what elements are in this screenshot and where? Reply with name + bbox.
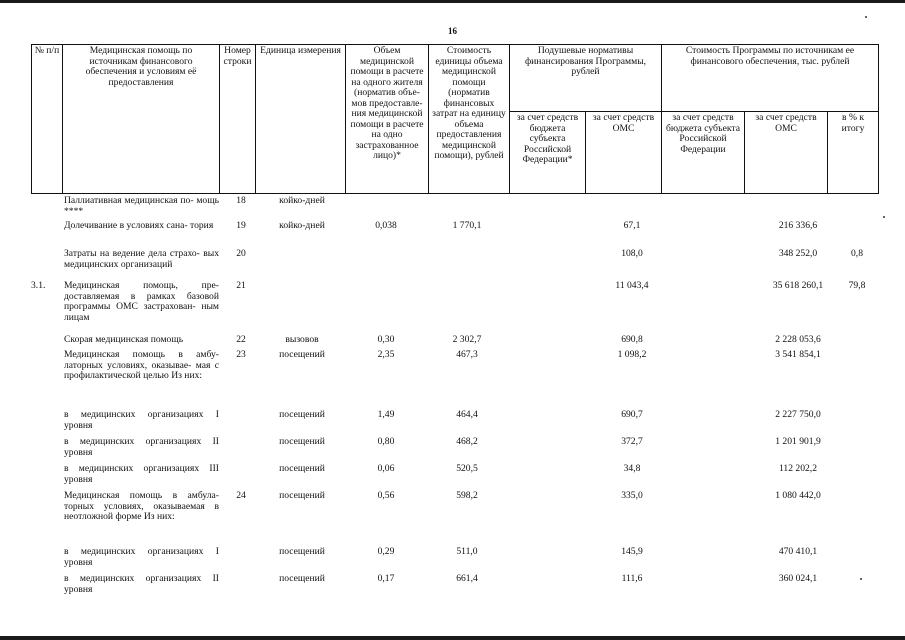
scan-bottom-border <box>0 636 905 640</box>
header-program: Стоимость Программы по источникам ее финансового обеспечения, тыс. рублей <box>662 45 879 112</box>
cell-name: в медицинских организациях III уровня <box>64 463 219 485</box>
cell-program-oms: 35 618 260,1 <box>772 280 824 291</box>
header-unit: Единица измерения <box>256 45 346 194</box>
cell-program-oms: 348 252,0 <box>778 248 818 259</box>
cell-line: 20 <box>236 248 246 259</box>
cell-program-oms: 112 202,2 <box>778 463 818 474</box>
cell-percapita-oms: 372,7 <box>621 436 643 447</box>
cell-cost: 2 302,7 <box>452 334 482 345</box>
cell-line: 21 <box>236 280 246 291</box>
cell-line: 18 <box>236 195 246 206</box>
header-program-oms: за счет средств ОМС <box>745 112 828 194</box>
cell-percapita-oms: 111,6 <box>621 573 643 584</box>
cell-unit: вызовов <box>285 334 319 345</box>
document-page <box>31 44 878 595</box>
cell-num: 3.1. <box>31 280 46 291</box>
header-cost: Стоимость единицы объема медицинской помощи (норматив финансовых затрат на единицу объема предоставления медицинской помощи), рублей <box>429 45 510 194</box>
table-row <box>31 491 878 521</box>
cell-name: Паллиативная медицинская по- мощь **** <box>64 195 219 217</box>
cell-volume: 0,56 <box>377 490 395 501</box>
header-volume: Объем медицинской помощи в расчете на одного жителя (норматив объе- мов предоставле- ния медицинской помощи в расчете на одно застрахованное лицо)* <box>346 45 429 194</box>
cell-unit: посещений <box>279 546 325 557</box>
header-name: Медицинская помощь по источникам финансового обеспечения и условиям её предоставления <box>63 45 220 194</box>
cell-name: в медицинских организациях I уровня <box>64 546 219 568</box>
cell-volume: 0,80 <box>377 436 395 447</box>
scan-speck <box>883 216 885 218</box>
table-row <box>31 249 878 279</box>
cell-volume: 0,29 <box>377 546 395 557</box>
cell-volume: 0,17 <box>377 573 395 584</box>
cell-name: Долечивание в условиях сана- тория <box>64 220 214 231</box>
header-program-budget: за счет средств бюджета субъекта Российской Федерации <box>662 112 745 194</box>
table-row <box>31 574 878 604</box>
scan-top-border <box>0 0 905 3</box>
cell-name: Медицинская помощь в амбу- латорных условиях, оказывае- мая с профилактической целью Из них: <box>64 349 219 381</box>
header-percapita-oms: за счет средств ОМС <box>586 112 662 194</box>
cell-cost: 1 770,1 <box>452 220 482 231</box>
cell-program-oms: 2 227 750,0 <box>775 409 821 420</box>
cell-program-pct: 0,8 <box>851 248 863 259</box>
cell-program-oms: 470 410,1 <box>778 546 818 557</box>
cell-unit: посещений <box>279 349 325 360</box>
cell-name: Медицинская помощь, пре- доставляемая в рамках базовой программы ОМС застрахован- ным лицам <box>64 280 219 323</box>
cell-name: Затраты на ведение дела страхо- вых медицинских организаций <box>64 248 219 270</box>
cell-unit: посещений <box>279 490 325 501</box>
cell-volume: 0,038 <box>375 220 397 231</box>
cell-program-oms: 360 024,1 <box>778 573 818 584</box>
cell-name: в медицинских организациях II уровня <box>64 573 219 595</box>
cell-volume: 2,35 <box>377 349 395 360</box>
header-percapita: Подушевые нормативы финансирования Программы, рублей <box>510 45 662 112</box>
cell-unit: койко-дней <box>279 195 325 206</box>
cell-name: в медицинских организациях I уровня <box>64 409 219 431</box>
cell-program-oms: 1 080 442,0 <box>775 490 821 501</box>
cell-cost: 520,5 <box>456 463 478 474</box>
table-row <box>31 350 878 380</box>
cell-name: Медицинская помощь в амбула- торных условиях, оказываемая в неотложной форме Из них: <box>64 490 219 522</box>
cell-name: в медицинских организациях II уровня <box>64 436 219 458</box>
page-number: 16 <box>448 26 457 36</box>
cell-percapita-oms: 34,8 <box>623 463 641 474</box>
cell-program-pct: 79,8 <box>848 280 866 291</box>
cell-unit: посещений <box>279 463 325 474</box>
cell-percapita-oms: 335,0 <box>621 490 643 501</box>
cell-percapita-oms: 690,7 <box>621 409 643 420</box>
cell-line: 19 <box>236 220 246 231</box>
cell-line: 24 <box>236 490 246 501</box>
cell-percapita-oms: 690,8 <box>621 334 643 345</box>
cell-cost: 661,4 <box>456 573 478 584</box>
cell-volume: 0,30 <box>377 334 395 345</box>
header-program-pct: в % к итогу <box>828 112 879 194</box>
cell-percapita-oms: 11 043,4 <box>615 280 649 291</box>
scan-speck <box>865 16 867 18</box>
cell-cost: 467,3 <box>456 349 478 360</box>
cell-volume: 0,06 <box>377 463 395 474</box>
table-header <box>31 44 879 194</box>
cell-cost: 511,0 <box>456 546 478 557</box>
header-percapita-budget: за счет средств бюджета субъекта Российской Федерации* <box>510 112 586 194</box>
cell-name: Скорая медицинская помощь <box>64 334 184 345</box>
cell-unit: посещений <box>279 573 325 584</box>
cell-cost: 598,2 <box>456 490 478 501</box>
cell-percapita-oms: 108,0 <box>621 248 643 259</box>
header-line: Номер строки <box>220 45 256 194</box>
cell-percapita-oms: 1 098,2 <box>617 349 647 360</box>
cell-unit: койко-дней <box>279 220 325 231</box>
table-row <box>31 280 878 323</box>
cell-program-oms: 1 201 901,9 <box>775 436 821 447</box>
cell-percapita-oms: 145,9 <box>621 546 643 557</box>
cell-cost: 464,4 <box>456 409 478 420</box>
cell-percapita-oms: 67,1 <box>623 220 641 231</box>
cell-line: 22 <box>236 334 246 345</box>
cell-line: 23 <box>236 349 246 360</box>
table-row <box>31 221 878 251</box>
cell-unit: посещений <box>279 436 325 447</box>
cell-volume: 1,49 <box>377 409 395 420</box>
header-num: № п/п <box>32 45 63 194</box>
cell-unit: посещений <box>279 409 325 420</box>
cell-program-oms: 216 336,6 <box>778 220 818 231</box>
cell-program-oms: 2 228 053,6 <box>775 334 821 345</box>
cell-program-oms: 3 541 854,1 <box>775 349 821 360</box>
cell-cost: 468,2 <box>456 436 478 447</box>
